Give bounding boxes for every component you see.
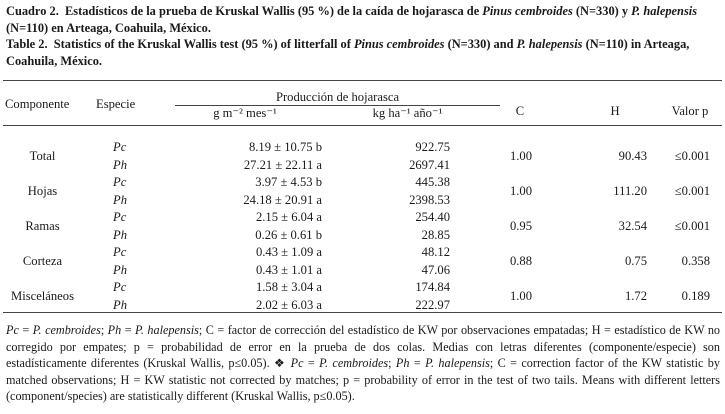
caption-species: P. halepensis — [631, 4, 698, 18]
caption-text: (N=330) y — [572, 4, 632, 18]
footnote-text: ; C = factor de corrección del estadístico de KW por observaciones empatadas; H = estadístico de KW no corregido por empates; p = probabilidad de error en la prueba de dos colas. Medias con letras diferentes (componente/especie) son estadísticamente diferentes (Kruskal Wallis, p≤0.05). ❖ — [6, 323, 721, 371]
row-g-value: 1.58 ± 3.04 a — [255, 280, 322, 294]
row-species: Ph — [113, 262, 127, 277]
row-species: Pc — [113, 175, 127, 189]
footnote-text: ; C = correction factor of the KW statistic by matched observations; H = KW statistic not corrected by matches; p = probability of error in the test of two tails. Means with different letters (component/species) are statistically different (Kruskal Wallis, p≤0.05). — [6, 356, 720, 404]
row-p-value: ≤0.001 — [674, 148, 710, 163]
row-g-value: 0.43 ± 1.09 a — [255, 245, 322, 259]
row-component: Hojas — [27, 183, 58, 198]
row-g-value: 3.97 ± 4.53 b — [255, 175, 322, 189]
header-unit-g: g m⁻² mes⁻¹ — [213, 106, 277, 120]
caption-english — [6, 36, 720, 69]
footnote-species: P. halepensis — [135, 323, 199, 337]
header-valor-p: Valor p — [671, 104, 709, 118]
header-c: C — [515, 104, 525, 118]
row-species: Pc — [113, 280, 127, 294]
footnote-text: = — [409, 356, 426, 371]
row-kg-value: 254.40 — [415, 210, 450, 224]
table-bottom-rule — [3, 312, 722, 313]
footnote-abbrev: Pc — [290, 356, 304, 371]
caption-text: Statistics of the Kruskal Wallis test (95 %) of litterfall of — [53, 37, 354, 51]
row-species: Ph — [113, 297, 127, 312]
row-species: Ph — [113, 157, 127, 172]
caption-species: Pinus cembroides — [482, 4, 573, 18]
row-c-value: 0.95 — [509, 218, 532, 233]
row-kg-value: 47.06 — [421, 262, 450, 277]
row-h-value: 1.72 — [624, 288, 647, 303]
caption-text: (N=330) and — [444, 37, 517, 51]
footnote-text: ; — [388, 356, 396, 371]
header-componente: Componente — [5, 97, 70, 111]
row-g-value: 2.15 ± 6.04 a — [255, 210, 322, 224]
row-h-value: 90.43 — [618, 148, 647, 163]
row-p-value: 0.189 — [681, 288, 710, 303]
caption-spanish — [6, 3, 720, 36]
table-footnote — [6, 322, 720, 405]
header-especie: Especie — [96, 97, 136, 111]
row-species: Pc — [113, 210, 127, 224]
row-h-value: 32.54 — [618, 218, 647, 233]
row-species: Ph — [113, 227, 127, 242]
footnote-text: ; — [100, 323, 108, 337]
row-species: Ph — [113, 192, 127, 207]
row-species: Pc — [113, 140, 127, 154]
header-produccion: Producción de hojarasca — [275, 90, 400, 104]
row-kg-value: 922.75 — [415, 140, 450, 154]
row-kg-value: 28.85 — [421, 227, 450, 242]
footnote-abbrev: Ph — [107, 323, 122, 337]
footnote-species: P. halepensis — [425, 356, 490, 371]
row-p-value: ≤0.001 — [674, 218, 710, 233]
row-kg-value: 445.38 — [415, 175, 450, 189]
caption-species: P. halepensis — [516, 37, 583, 51]
row-h-value: 111.20 — [613, 183, 647, 198]
row-kg-value: 174.84 — [415, 280, 450, 294]
caption-text: Estadísticos de la prueba de Kruskal Wallis (95 %) de la caída de hojarasca de — [65, 4, 483, 18]
row-species: Pc — [113, 245, 127, 259]
row-component: Misceláneos — [11, 288, 74, 303]
footnote-species: P. cembroides — [32, 323, 101, 337]
row-c-value: 1.00 — [509, 148, 532, 163]
row-kg-value: 2697.41 — [409, 157, 450, 172]
row-kg-value: 2398.53 — [409, 192, 450, 207]
row-kg-value: 222.97 — [415, 297, 450, 312]
row-c-value: 1.00 — [509, 183, 532, 198]
row-p-value: 0.358 — [681, 253, 710, 268]
row-h-value: 0.75 — [624, 253, 647, 268]
header-h: H — [610, 104, 620, 118]
row-kg-value: 48.12 — [421, 245, 450, 259]
caption-label: Table 2. — [6, 37, 48, 51]
row-c-value: 1.00 — [509, 288, 532, 303]
footnote-text: = — [18, 323, 33, 337]
footnote-abbrev: Pc — [6, 323, 19, 337]
row-c-value: 0.88 — [509, 253, 532, 268]
footnote-abbrev: Ph — [395, 356, 410, 371]
row-g-value: 0.26 ± 0.61 b — [255, 227, 322, 242]
table-top-rule — [3, 80, 722, 81]
row-component: Corteza — [22, 253, 63, 268]
caption-text: (N=110) en Arteaga, Coahuila, México. — [6, 20, 211, 35]
row-component: Ramas — [25, 218, 60, 233]
row-g-value: 8.19 ± 10.75 b — [248, 140, 322, 154]
header-unit-kg: kg ha⁻¹ año⁻¹ — [372, 106, 443, 120]
caption-species: Pinus cembroides — [353, 37, 445, 51]
row-component: Total — [29, 148, 56, 163]
row-g-value: 2.02 ± 6.03 a — [255, 297, 322, 312]
row-g-value: 24.18 ± 20.91 a — [243, 192, 322, 207]
caption-text: (N=110) in Arteaga, Coahuila, México. — [6, 37, 690, 68]
row-p-value: ≤0.001 — [674, 183, 710, 198]
row-g-value: 0.43 ± 1.01 a — [255, 262, 322, 277]
caption-label: Cuadro 2. — [6, 4, 59, 18]
footnote-text: = — [121, 323, 136, 337]
footnote-species: P. cembroides — [319, 356, 389, 371]
table-header-rule — [3, 125, 722, 126]
footnote-text: = — [303, 356, 320, 371]
row-g-value: 27.21 ± 22.11 a — [243, 157, 322, 172]
